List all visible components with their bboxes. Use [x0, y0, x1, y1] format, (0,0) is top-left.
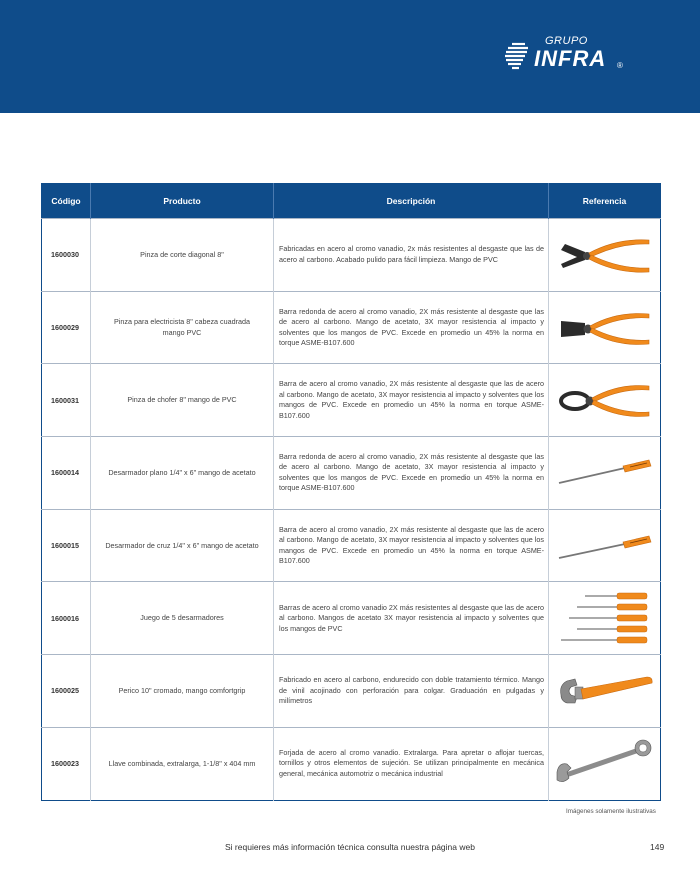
product-name: Pinza para electricista 8" cabeza cuadrada mango PVC — [91, 291, 274, 364]
table-row — [42, 655, 661, 728]
product-description: Forjada de acero al cromo vanadio. Extralarga. Para apretar o aflojar tuercas, tornillos y otros elementos de sujeción. Se utilizan principalmente en mecánica general, mecánica automotriz o mecánica industrial — [274, 727, 549, 800]
header-product: Producto — [91, 184, 274, 219]
flat-screwdriver-image — [555, 453, 655, 493]
illustrative-images-note: Imágenes solamente ilustrativas — [566, 808, 656, 815]
product-table — [41, 183, 661, 801]
adjustable-wrench-image — [555, 663, 655, 719]
logo-brand-name: INFRA — [534, 46, 607, 71]
table-row — [42, 582, 661, 655]
product-name: Desarmador de cruz 1/4" x 6" mango de acetato — [91, 509, 274, 582]
footer-info-text: Si requieres más información técnica consulta nuestra página web — [225, 842, 475, 852]
reference-image-cell — [549, 364, 661, 437]
product-name: Pinza de corte diagonal 8" — [91, 219, 274, 292]
product-code: 1600029 — [42, 291, 91, 364]
logo-group-label: GRUPO — [545, 35, 588, 47]
reference-image-cell — [549, 655, 661, 728]
product-name: Llave combinada, extralarga, 1-1/8" x 404 mm — [91, 727, 274, 800]
slip-joint-pliers-image — [557, 375, 653, 425]
phillips-screwdriver-image — [555, 526, 655, 566]
table-header-row — [42, 184, 661, 219]
product-description: Barra redonda de acero al cromo vanadio, 2X más resistente al desgaste que las de acero al carbono. Mango de acetato, 3X mayor resistencia al impacto y solventes que los mangos de PVC. Excede en promedio un 45% la norma en torque ASME-B107.600 — [274, 437, 549, 510]
product-description: Fabricadas en acero al cromo vanadio, 2x más resistentes al desgaste que las de acero al carbono. Acabado pulido para fácil limpieza. Mango de PVC — [274, 219, 549, 292]
product-code: 1600023 — [42, 727, 91, 800]
product-code: 1600031 — [42, 364, 91, 437]
table-row — [42, 509, 661, 582]
reference-image-cell — [549, 219, 661, 292]
product-name: Perico 10" cromado, mango comfortgrip — [91, 655, 274, 728]
reference-image-cell — [549, 509, 661, 582]
table-row — [42, 727, 661, 800]
product-code: 1600016 — [42, 582, 91, 655]
product-code: 1600030 — [42, 219, 91, 292]
product-description: Barras de acero al cromo vanadio 2X más resistentes al desgaste que las de acero al carbono. Mangos de acetato 3X mayor resistencia al impacto y solventes que los mangos de PVC — [274, 582, 549, 655]
page-number: 149 — [650, 842, 665, 852]
reference-image-cell — [549, 582, 661, 655]
table-row — [42, 291, 661, 364]
grupo-infra-logo — [503, 35, 633, 80]
reference-image-cell — [549, 437, 661, 510]
header-code: Código — [42, 184, 91, 219]
product-name: Desarmador plano 1/4" x 6" mango de acetato — [91, 437, 274, 510]
product-name: Juego de 5 desarmadores — [91, 582, 274, 655]
combination-wrench-image — [553, 736, 657, 792]
header-banner — [0, 0, 700, 113]
product-code: 1600014 — [42, 437, 91, 510]
header-reference: Referencia — [549, 184, 661, 219]
table-row — [42, 437, 661, 510]
product-name: Pinza de chofer 8" mango de PVC — [91, 364, 274, 437]
product-description: Barra de acero al cromo vanadio, 2X más resistente al desgaste que las de acero al carbono. Mango de acetato, 3X mayor resistencia al impacto y solventes que los mangos de PVC. Excede en promedio un 45% la norma en torque ASME-B107.600 — [274, 509, 549, 582]
product-code: 1600015 — [42, 509, 91, 582]
product-code: 1600025 — [42, 655, 91, 728]
table-row — [42, 219, 661, 292]
diagonal-cutter-pliers-image — [557, 230, 653, 280]
product-description: Fabricado en acero al carbono, endurecido con doble tratamiento térmico. Mango de vinil acojinado con perforación para colgar. Graduación en pulgadas y milímetros — [274, 655, 549, 728]
screwdriver-set-image — [555, 588, 655, 648]
reference-image-cell — [549, 291, 661, 364]
header-description: Descripción — [274, 184, 549, 219]
registered-mark: ® — [617, 61, 623, 70]
table-row — [42, 364, 661, 437]
lineman-pliers-image — [557, 303, 653, 353]
globe-stripes-icon — [503, 39, 537, 73]
reference-image-cell — [549, 727, 661, 800]
product-description: Barra de acero al cromo vanadio, 2X más resistente al desgaste que las de acero al carbono. Mango de acetato, 3X mayor resistencia al impacto y solventes que los mangos de PVC. Excede en promedio un 45% la norma en torque ASME-B107.600 — [274, 364, 549, 437]
product-description: Barra redonda de acero al cromo vanadio, 2X más resistente al desgaste que las de acero al carbono. Mango de acetato, 3X mayor resistencia al impacto y solventes que los mangos de PVC. Excede en promedio un 45% la norma en torque ASME-B107.600 — [274, 291, 549, 364]
